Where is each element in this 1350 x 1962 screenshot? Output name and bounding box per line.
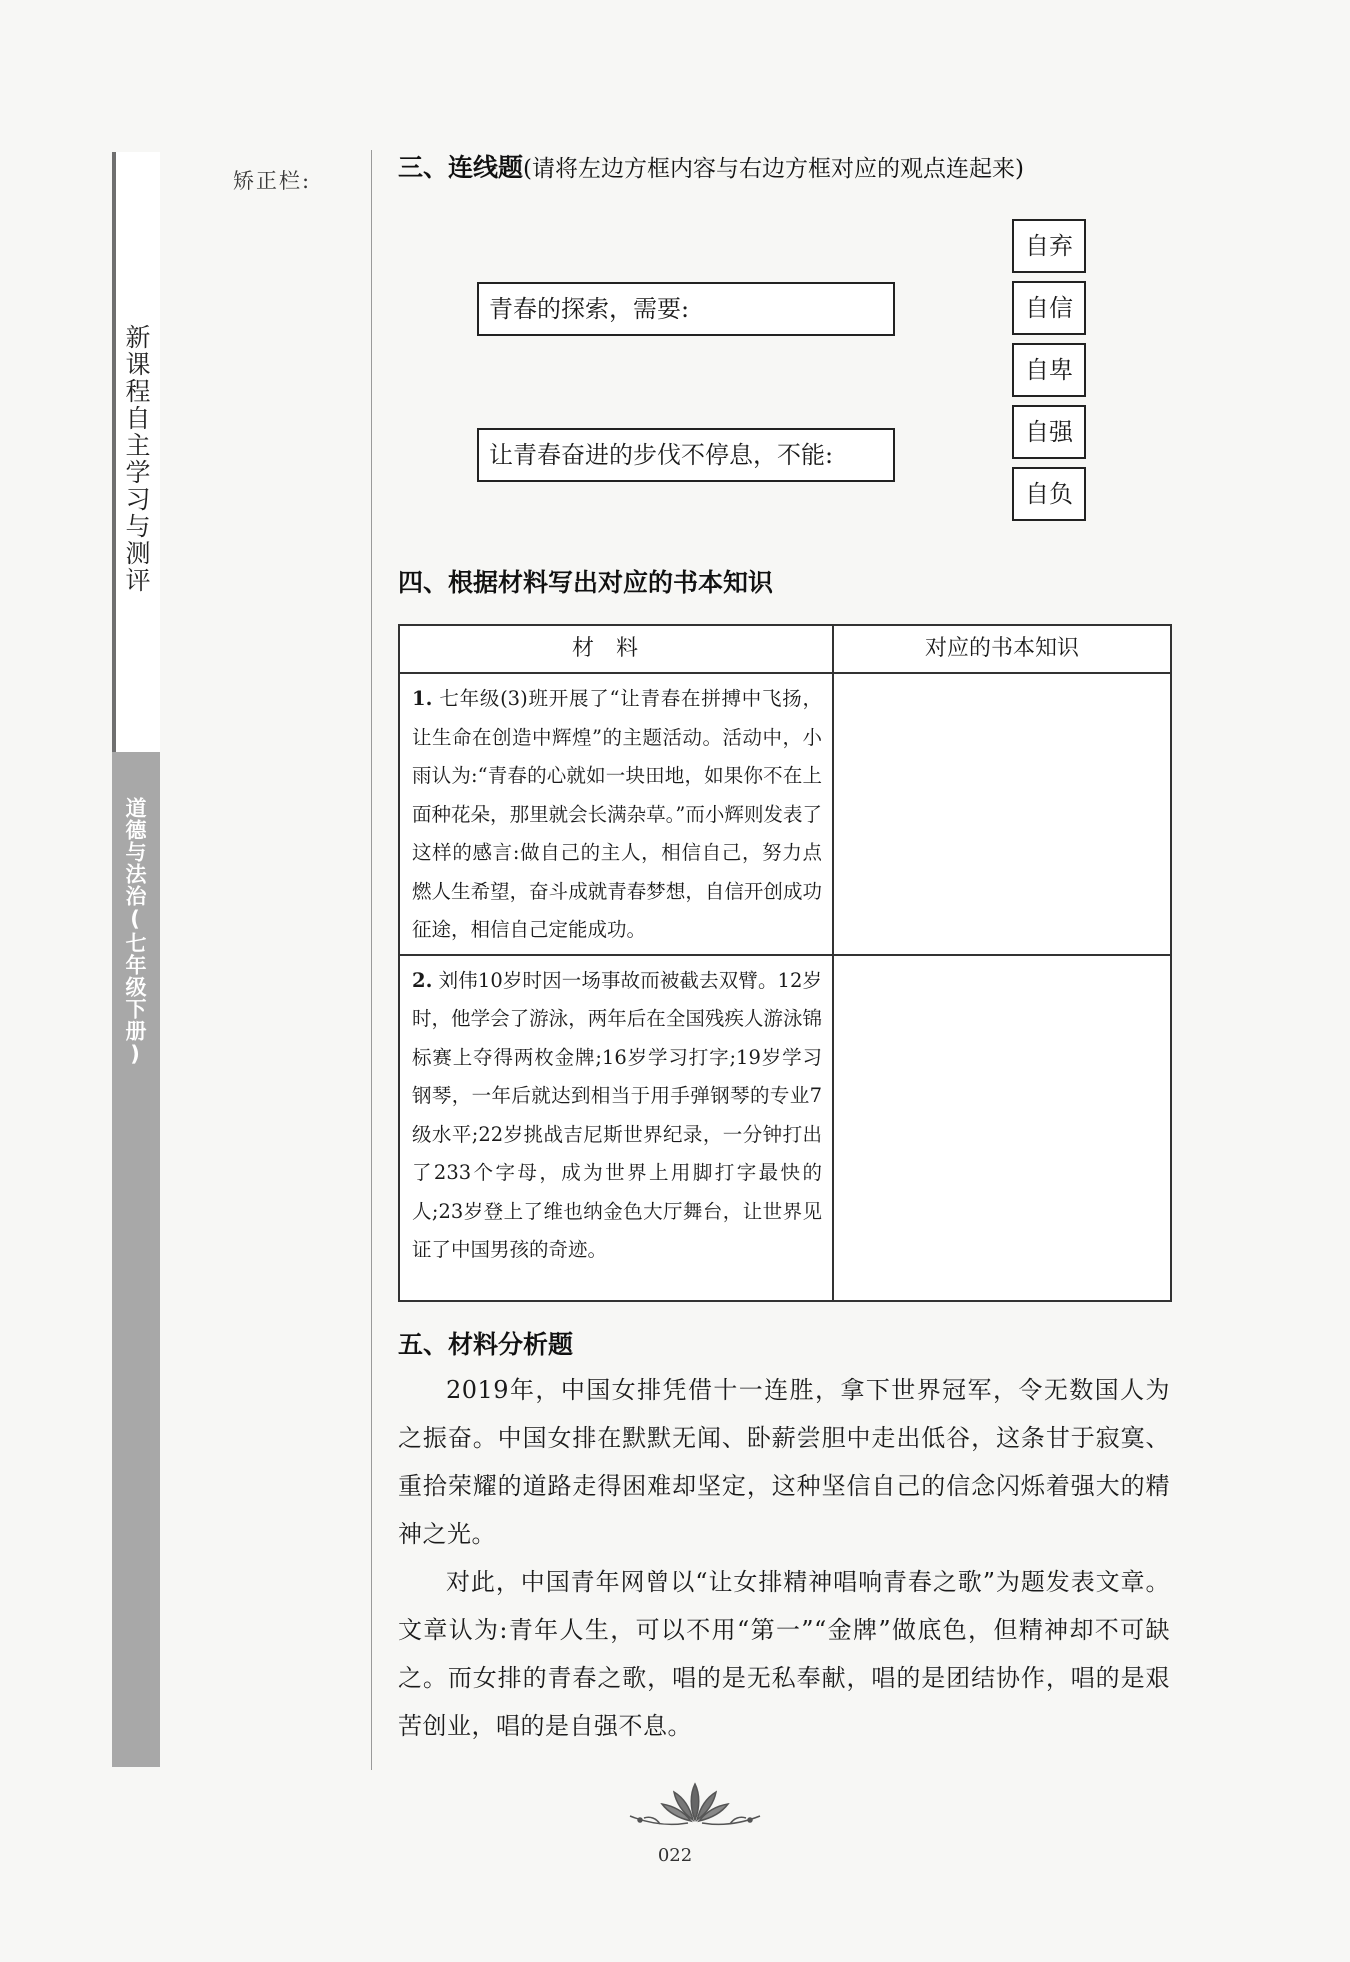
subject-title: 道德与法治(七年级下册)	[123, 797, 147, 1067]
matching-right-box[interactable]: 自负	[1012, 467, 1086, 521]
analysis-paragraph: 对此，中国青年网曾以“让女排精神唱响青春之歌”为题发表文章。文章认为:青年人生，可以不用“第一”“金牌”做底色，但精神却不可缺之。而女排的青春之歌，唱的是无私奉献，唱的是团结协作，唱的是艰苦创业，唱的是自强不息。	[398, 1568, 1170, 1740]
answer-cell[interactable]	[833, 955, 1171, 1301]
item-number: 1.	[412, 687, 433, 710]
table-row	[399, 673, 1171, 955]
matching-left-box[interactable]: 青春的探索，需要:	[477, 282, 895, 336]
knowledge-table	[398, 624, 1172, 1302]
series-title: 新课程自主学习与测评	[122, 324, 151, 594]
matching-left-box[interactable]: 让青春奋进的步伐不停息，不能:	[477, 428, 895, 482]
margin-divider	[371, 150, 372, 1770]
table-row	[399, 955, 1171, 1301]
matching-right-box[interactable]: 自信	[1012, 281, 1086, 335]
correction-column-label: 矫正栏:	[233, 169, 312, 193]
item-number: 2.	[412, 968, 433, 992]
matching-right-box[interactable]: 自弃	[1012, 219, 1086, 273]
material-cell	[399, 673, 833, 955]
subject-side-tab	[112, 752, 160, 1767]
page-number: 022	[657, 1845, 693, 1866]
table-header-row	[399, 625, 1171, 673]
material-cell	[399, 955, 833, 1301]
floral-ornament-icon	[620, 1780, 770, 1830]
answer-cell[interactable]	[833, 673, 1171, 955]
section3-title: 三、连线题	[398, 153, 524, 182]
section4-heading: 四、根据材料写出对应的书本知识	[398, 568, 774, 597]
matching-right-box[interactable]: 自卑	[1012, 343, 1086, 397]
analysis-paragraph: 2019年，中国女排凭借十一连胜，拿下世界冠军，令无数国人为之振奋。中国女排在默默无闻、卧薪尝胆中走出低谷，这条甘于寂寞、重拾荣耀的道路走得困难却坚定，这种坚信自己的信念闪烁着强大的精神之光。	[398, 1376, 1170, 1548]
series-side-tab	[112, 152, 160, 752]
section5-heading: 五、材料分析题	[398, 1330, 574, 1359]
material-text: 七年级(3)班开展了“让青春在拼搏中飞扬，让生命在创造中辉煌”的主题活动。活动中，小雨认为:“青春的心就如一块田地，如果你不在上面种花朵，那里就会长满杂草。”而小辉则发表了这样的感言:做自己的主人，相信自己，努力点燃人生希望，奋斗成就青春梦想，自信开创成功征途，相信自己定能成功。	[412, 687, 822, 941]
material-text: 刘伟10岁时因一场事故而被截去双臂。12岁时，他学会了游泳，两年后在全国残疾人游泳锦标赛上夺得两枚金牌;16岁学习打字;19岁学习钢琴，一年后就达到相当于用手弹钢琴的专业7级水平;22岁挑战吉尼斯世界纪录，一分钟打出了233个字母，成为世界上用脚打字最快的人;23岁登上了维也纳金色大厅舞台，让世界见证了中国男孩的奇迹。	[412, 968, 822, 1261]
column-header-material: 材料	[399, 625, 833, 673]
column-header-knowledge: 对应的书本知识	[833, 625, 1171, 673]
matching-right-box[interactable]: 自强	[1012, 405, 1086, 459]
section3-note: (请将左边方框内容与右边方框对应的观点连起来)	[523, 156, 1024, 182]
section3-heading	[398, 148, 1024, 184]
